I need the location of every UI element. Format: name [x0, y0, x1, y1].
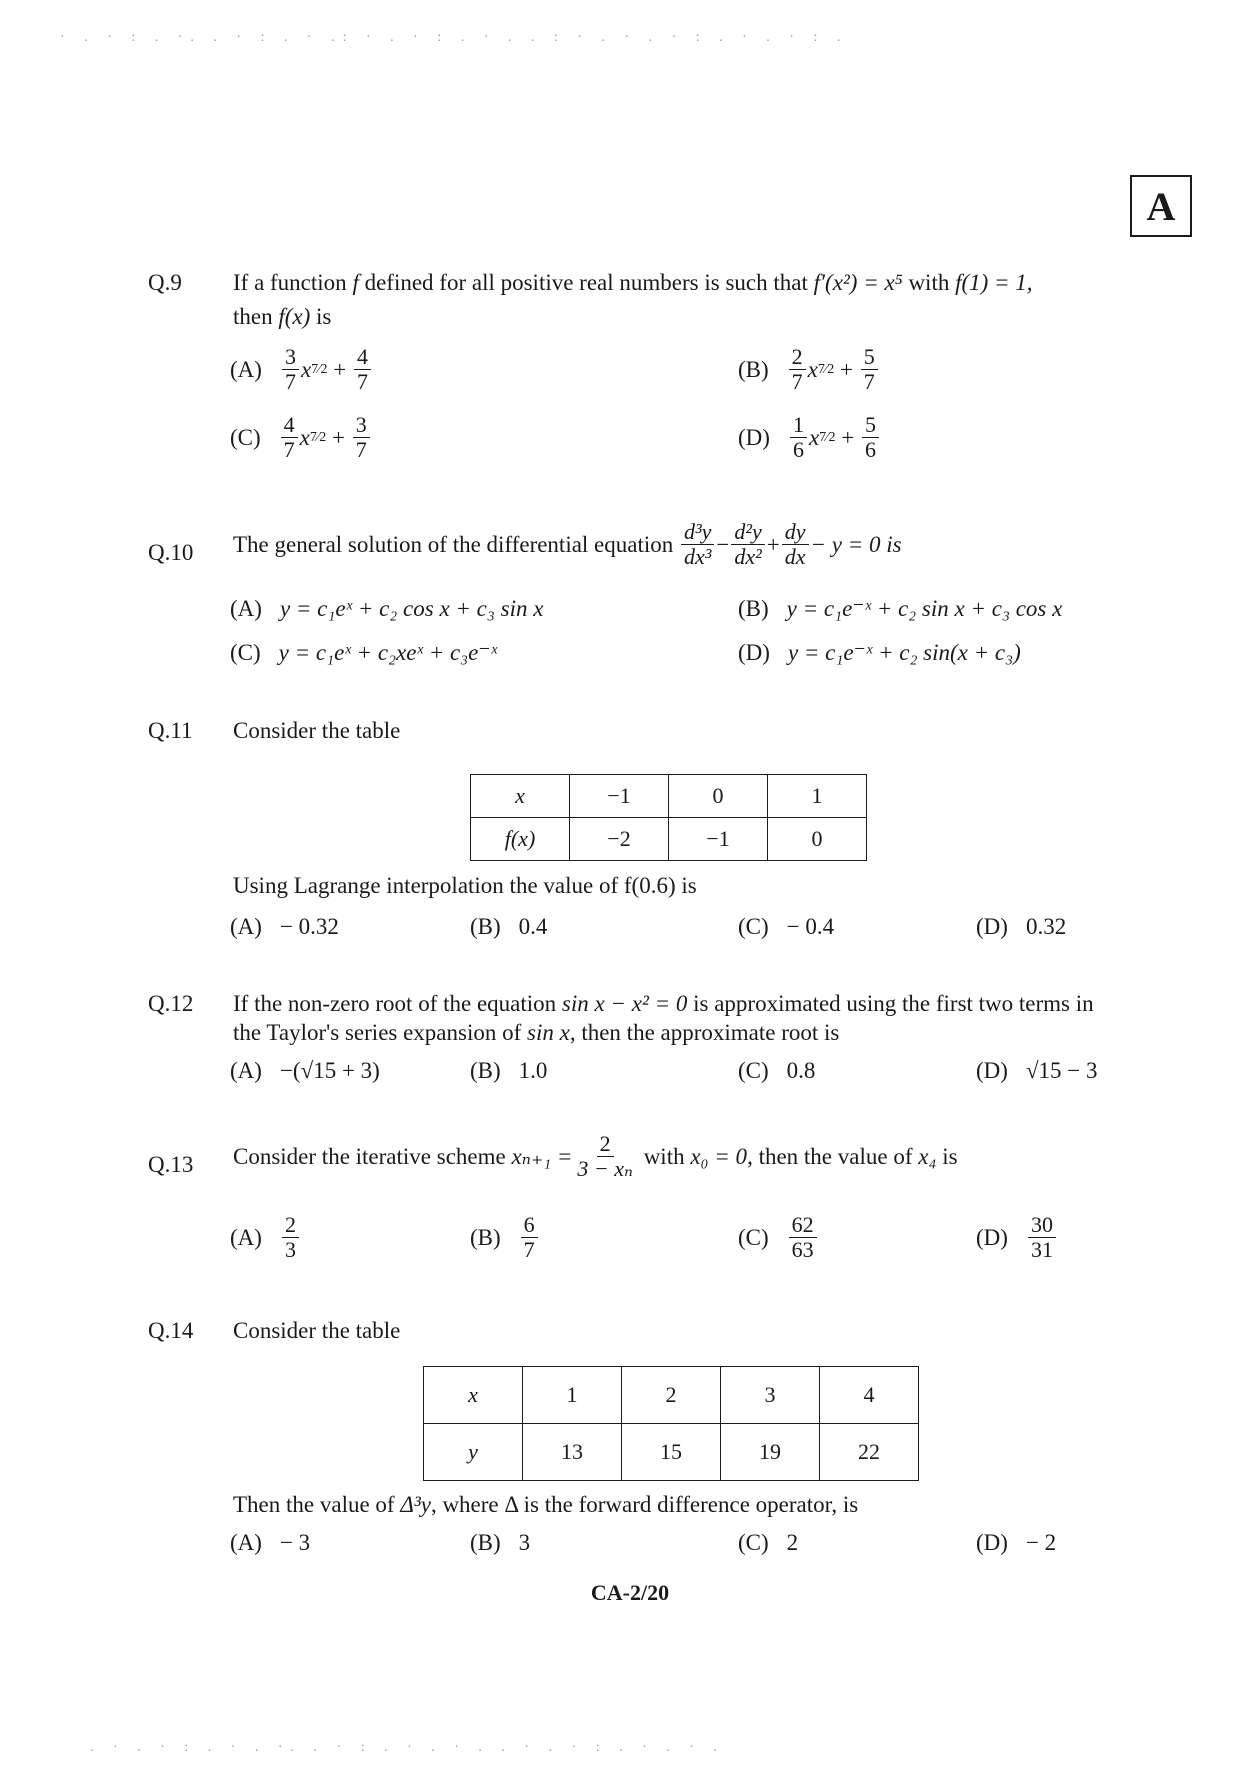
option-d[interactable]: (D) 0.32: [976, 914, 1067, 939]
table-row: y 13 15 19 22: [424, 1424, 919, 1481]
option-c[interactable]: (C) 2: [738, 1530, 799, 1555]
question-number: Q.10: [148, 540, 194, 565]
option-c[interactable]: (C) 0.8: [738, 1058, 816, 1083]
table-row: x 1 2 3 4: [424, 1367, 919, 1424]
question-text: If a function f defined for all positive real numbers is such that f′(x²) = x⁵ with f(1) = 1,: [233, 270, 1033, 295]
option-a[interactable]: (A) y = c₁eˣ + c₂ cos x + c₃ sin x: [230, 596, 544, 621]
option-c[interactable]: (C) $\frac{62}{63}$: [738, 1213, 819, 1262]
table-row: x −1 0 1: [471, 775, 867, 818]
page-footer: CA-2/20: [590, 1580, 670, 1605]
option-d[interactable]: (D) y = c₁e⁻ˣ + c₂ sin(x + c₃): [738, 640, 1021, 665]
question-intro: Consider the table: [233, 1318, 401, 1343]
scan-noise-top: · . · : . ·. . · : . · .: · . · : . · . . : · . · . · : . · . · : .: [60, 30, 849, 45]
question-number: Q.9: [148, 270, 182, 295]
question-number: Q.12: [148, 991, 194, 1016]
value-table: [423, 1366, 919, 1481]
option-b[interactable]: (B) 3: [470, 1530, 531, 1555]
question-text-line-2: then f(x) is: [233, 304, 332, 329]
option-a[interactable]: (A) −(√15 + 3): [230, 1058, 380, 1083]
question-text-line-2: the Taylor's series expansion of sin x, then the approximate root is: [233, 1020, 840, 1045]
option-b[interactable]: (B) 0.4: [470, 914, 548, 939]
question-text: Consider the iterative scheme xₙ₊₁ = $\frac{2}{\text{3 − xₙ}}$ with x₀ = 0 , then the value of x₄ is: [233, 1131, 958, 1182]
question-intro: Consider the table: [233, 718, 401, 743]
option-a[interactable]: (A) − 3: [230, 1530, 311, 1555]
option-d[interactable]: (D) $\frac{30}{31}$: [976, 1213, 1058, 1262]
option-c[interactable]: (C) y = c₁eˣ + c₂xeˣ + c₃e⁻ˣ: [230, 640, 498, 665]
option-b[interactable]: (B) y = c₁e⁻ˣ + c₂ sin x + c₃ cos x: [738, 596, 1063, 621]
answer-key-box: A: [1130, 175, 1192, 237]
option-a[interactable]: (A) $\frac{2}{3}$: [230, 1213, 301, 1262]
question-number: Q.11: [148, 718, 193, 743]
option-c[interactable]: (C) − 0.4: [738, 914, 835, 939]
option-d[interactable]: (D) − 2: [976, 1530, 1057, 1555]
scan-noise-bottom: . · . · : . · . ·. . · : . · . · . . · . · : . · . · .: [90, 1740, 725, 1755]
option-d[interactable]: (D) √15 − 3: [976, 1058, 1098, 1083]
question-text: Using Lagrange interpolation the value of f(0.6) is: [233, 873, 697, 898]
option-d[interactable]: (D) $\frac{1}{6}$ x 7⁄2 + $\frac{5}{6}$: [738, 413, 881, 462]
option-c[interactable]: (C) $\frac{4}{7}$ x 7⁄2 + $\frac{3}{7}$: [230, 413, 372, 462]
question-number: Q.14: [148, 1318, 194, 1343]
option-a[interactable]: (A) $\frac{3}{7}$ x 7⁄2 + $\frac{4}{7}$: [230, 345, 373, 394]
question-text: If the non-zero root of the equation sin x − x² = 0 is approximated using the first two terms in: [233, 991, 1094, 1016]
value-table: [470, 774, 867, 861]
option-b[interactable]: (B) $\frac{6}{7}$: [470, 1213, 540, 1262]
table-row: f(x) −2 −1 0: [471, 818, 867, 861]
option-a[interactable]: (A) − 0.32: [230, 914, 339, 939]
question-text: The general solution of the differential equation $\frac{\text{d³y}}{\text{dx³}}$ − $\frac{\text{d²y}}{\text{dx²}}$ + $\frac{dy}{dx}$ − y = 0 is: [233, 519, 902, 570]
question-number: Q.13: [148, 1152, 194, 1177]
option-b[interactable]: (B) 1.0: [470, 1058, 548, 1083]
question-text: Then the value of Δ³y, where Δ is the forward difference operator, is: [233, 1492, 859, 1517]
option-b[interactable]: (B) $\frac{2}{7}$ x 7⁄2 + $\frac{5}{7}$: [738, 345, 880, 394]
